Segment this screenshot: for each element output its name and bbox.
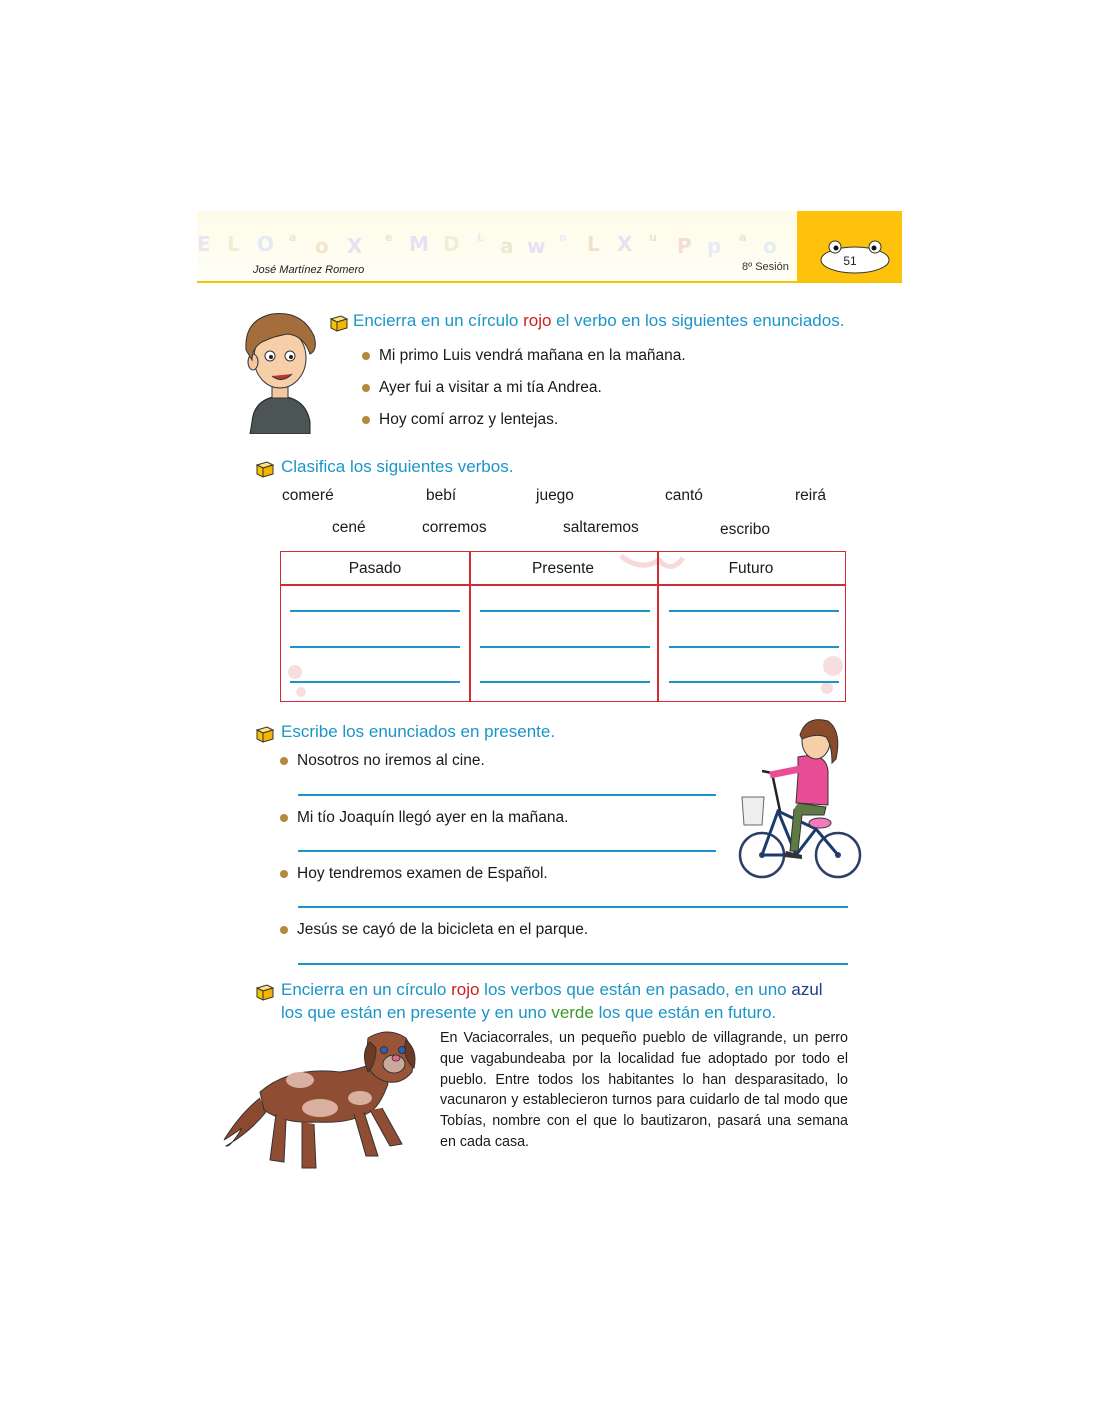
exercise-3-sentence: Mi tío Joaquín llegó ayer en la mañana. [280, 809, 568, 827]
header-rule [197, 281, 902, 283]
bullet-dot-icon [280, 814, 288, 822]
column-header-pasado: Pasado [348, 560, 402, 577]
svg-text:M: M [409, 232, 429, 256]
answer-line[interactable] [290, 610, 460, 612]
exercise-3-sentence: Hoy tendremos examen de Español. [280, 865, 548, 883]
column-header-presente: Presente [531, 560, 595, 577]
girl-on-bicycle-illustration [736, 715, 864, 887]
svg-text:X: X [347, 234, 363, 258]
svg-text:L: L [477, 231, 485, 244]
exercise-1-sentence: Ayer fui a visitar a mi tía Andrea. [362, 379, 602, 397]
column-header-futuro: Futuro [728, 560, 774, 577]
svg-text:L: L [227, 232, 240, 256]
svg-text:o: o [559, 231, 567, 244]
paint-splash-decoration [817, 648, 847, 700]
page-header [197, 211, 902, 283]
answer-line[interactable] [480, 646, 650, 648]
cube-icon [328, 312, 350, 334]
write-line[interactable] [298, 794, 716, 796]
page-number: 51 [843, 254, 857, 268]
verb-word: escribo [720, 521, 770, 538]
bullet-dot-icon [280, 870, 288, 878]
dog-illustration [220, 1028, 426, 1176]
svg-text:w: w [527, 234, 546, 258]
exercise-1-sentence: Mi primo Luis vendrá mañana en la mañana. [362, 347, 686, 365]
svg-text:o: o [315, 234, 329, 258]
svg-text:a: a [289, 231, 297, 244]
svg-text:u: u [649, 231, 657, 244]
verb-word: bebí [426, 487, 457, 504]
svg-text:a: a [739, 231, 747, 244]
svg-text:E: E [197, 232, 211, 256]
write-line[interactable] [298, 906, 848, 908]
verb-classification-table [280, 551, 846, 702]
answer-line[interactable] [669, 681, 839, 683]
answer-line[interactable] [480, 610, 650, 612]
verb-word: reirá [795, 487, 827, 504]
verb-word: juego [536, 487, 574, 504]
exercise-1-sentence: Hoy comí arroz y lentejas. [362, 411, 558, 429]
answer-line[interactable] [669, 610, 839, 612]
alphabet-decoration [197, 229, 797, 269]
session-label: 8º Sesión [742, 261, 789, 273]
bullet-dot-icon [362, 416, 370, 424]
answer-line[interactable] [480, 681, 650, 683]
verb-word: cené [332, 519, 366, 536]
bullet-dot-icon [280, 757, 288, 765]
exercise-3-title: Escribe los enunciados en presente. [281, 722, 556, 741]
svg-text:X: X [617, 232, 633, 256]
exercise-1-title: Encierra en un círculo rojo el verbo en los siguientes enunciados. [353, 311, 845, 330]
header-divider [281, 584, 845, 586]
svg-text:D: D [443, 232, 460, 256]
svg-text:P: P [677, 234, 692, 258]
bullet-dot-icon [362, 352, 370, 360]
svg-text:e: e [385, 231, 393, 244]
write-line[interactable] [298, 850, 716, 852]
svg-text:p: p [707, 234, 722, 258]
author-name: José Martínez Romero [253, 264, 365, 276]
exercise-3-sentence: Nosotros no iremos al cine. [280, 752, 485, 770]
verb-word: corremos [422, 519, 487, 536]
bullet-dot-icon [362, 384, 370, 392]
svg-text:O: O [257, 232, 275, 256]
verb-word: cantó [665, 487, 703, 504]
exercise-4-title-line-2: los que están en presente y en uno verde los que están en futuro. [281, 1003, 777, 1022]
answer-line[interactable] [669, 646, 839, 648]
svg-text:a: a [500, 234, 514, 258]
answer-line[interactable] [290, 681, 460, 683]
write-line[interactable] [298, 963, 848, 965]
story-paragraph: En Vaciacorrales, un pequeño pueblo de villagrande, un perro que vagabundeaba por la localidad fue adoptado por todo el pueblo. Entre todos los habitantes lo han desparasitado, lo vacunaron y establecieron turnos para cuidarlo de tal modo que Tobías, nombre con el que lo bautizaron, pasará una semana en cada casa. [440, 1030, 848, 1150]
paint-splash-decoration [281, 656, 311, 702]
cube-icon [254, 723, 276, 745]
exercise-4-title-line-1: Encierra en un círculo rojo los verbos que están en pasado, en uno azul [281, 980, 823, 999]
svg-text:L: L [587, 232, 600, 256]
svg-text:o: o [763, 234, 777, 258]
answer-line[interactable] [290, 646, 460, 648]
cube-icon [254, 458, 276, 480]
exercise-3-sentence: Jesús se cayó de la bicicleta en el parque. [280, 921, 588, 939]
verb-word: comeré [282, 487, 334, 504]
page-number-box [797, 211, 902, 283]
exercise-2-title: Clasifica los siguientes verbos. [281, 457, 514, 476]
cube-icon [254, 981, 276, 1003]
boy-illustration [238, 306, 322, 434]
bullet-dot-icon [280, 926, 288, 934]
verb-word: saltaremos [563, 519, 639, 536]
